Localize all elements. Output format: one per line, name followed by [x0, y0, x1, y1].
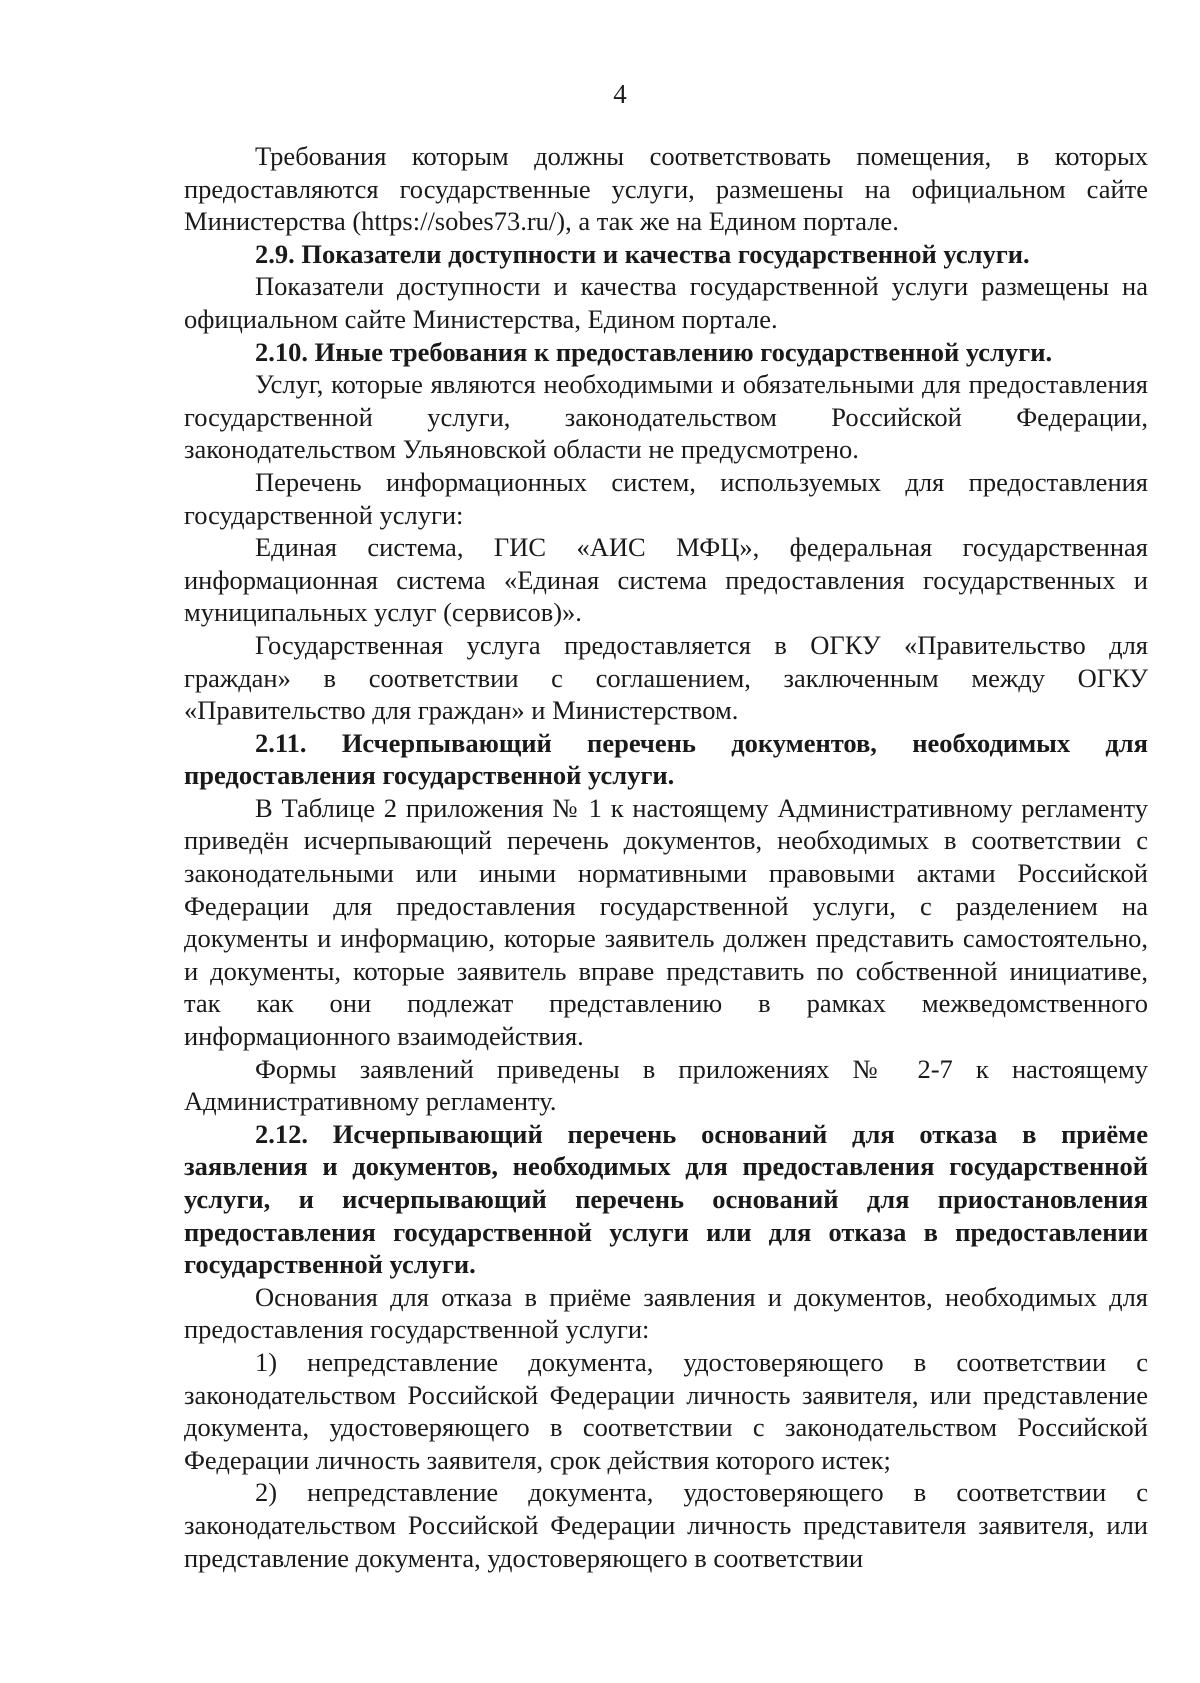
- list-item-1: 1) непредставление документа, удостоверяющего в соответствии с законодательством Российской Федерации личность заявителя, или представление документа, удостоверяющего в соответствии с законодательством Российской Федерации личность заявителя, срок действия которого истек;: [184, 1346, 1148, 1475]
- paragraph-mandatory-services: Услуг, которые являются необходимыми и обязательными для предоставления государственной услуги, законодательством Российской Федерации, законодательством Ульяновской области не предусмотрено.: [184, 369, 1148, 465]
- page-number: 4: [613, 79, 627, 109]
- paragraph-info-systems-intro: Перечень информационных систем, используемых для предоставления государственной услуги:: [184, 466, 1148, 530]
- paragraph-info-systems-list: Единая система, ГИС «АИС МФЦ», федеральная государственная информационная система «Единая система предоставления государственных и муниципальных услуг (сервисов)».: [184, 532, 1148, 628]
- document-body: [184, 140, 1148, 1574]
- section-heading-2-10: 2.10. Иные требования к предоставлению государственной услуги.: [255, 336, 1053, 367]
- paragraph-premises-requirements: Требования которым должны соответствовать помещения, в которых предоставляются государственные услуги, размешены на официальном сайте Министерства (https://sobes73.ru/), а так же на Едином портале.: [184, 141, 1148, 237]
- section-heading-2-12: 2.12. Исчерпывающий перечень оснований для отказа в приёме заявления и документов, необходимых для предоставления государственной услуги, и исчерпывающий перечень оснований для приостановления предоставления государственной услуги или для отказа в предоставлении государственной услуги.: [184, 1118, 1148, 1280]
- section-heading-2-9: 2.9. Показатели доступности и качества государственной услуги.: [255, 238, 1030, 269]
- paragraph-documents-list: В Таблице 2 приложения № 1 к настоящему Административному регламенту приведён исчерпывающий перечень документов, необходимых в соответствии с законодательными или иными нормативными правовыми актами Российской Федерации для предоставления государственной услуги, с разделением на документы и информацию, которые заявитель должен представить самостоятельно, и документы, которые заявитель вправе представить по собственной инициативе, так как они подлежат представлению в рамках межведомственного информационного взаимодействия.: [184, 792, 1148, 1052]
- section-heading-2-11: 2.11. Исчерпывающий перечень документов, необходимых для предоставления государственной услуги.: [184, 727, 1148, 791]
- paragraph-refusal-grounds-intro: Основания для отказа в приёме заявления и документов, необходимых для предоставления государственной услуги:: [184, 1281, 1148, 1345]
- list-item-2: 2) непредставление документа, удостоверяющего в соответствии с законодательством Российской Федерации личность представителя заявителя, или представление документа, удостоверяющего в соответствии: [184, 1477, 1148, 1573]
- paragraph-quality-indicators: Показатели доступности и качества государственной услуги размещены на официальном сайте Министерства, Едином портале.: [184, 271, 1148, 334]
- paragraph-mfc-agreement: Государственная услуга предоставляется в ОГКУ «Правительство для граждан» в соответствии с соглашением, заключенным между ОГКУ «Правительство для граждан» и Министерством.: [184, 629, 1148, 726]
- paragraph-application-forms: Формы заявлений приведены в приложениях № 2-7 к настоящему Административному регламенту.: [184, 1053, 1148, 1117]
